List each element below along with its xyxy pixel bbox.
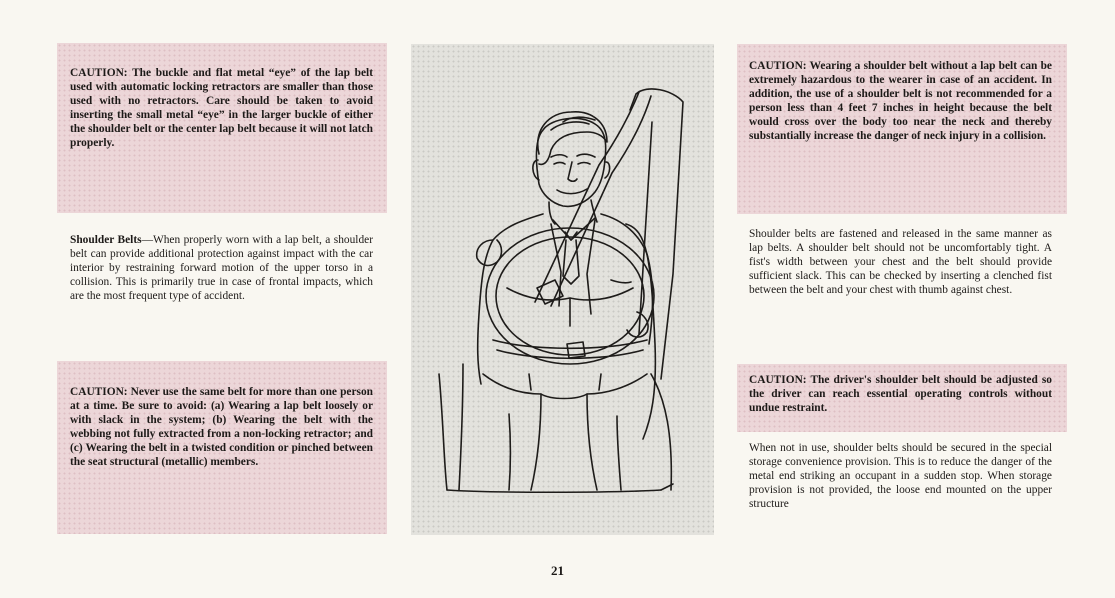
caution-buckle-text: CAUTION: The buckle and flat metal “eye” of the lap belt used with automatic locking retractors are smaller than those used with no retractors. Care should be taken to avoid inserting the small metal “eye” in the larger buckle of either the shoulder belt or the center lap belt because it will not latch properly.	[70, 67, 373, 149]
caution-driver-adjust-text: CAUTION: The driver's shoulder belt should be adjusted so the driver can reach essential operating controls without undue restraint.	[749, 374, 1052, 414]
shoulder-belts-heading: Shoulder Belts	[70, 234, 142, 246]
driver-seat-belt-illustration	[411, 44, 714, 535]
shoulder-belts-paragraph	[70, 234, 373, 304]
shoulder-belts-body: —When properly worn with a lap belt, a shoulder belt can provide additional protection against impact with the car interior by restraining forward motion of the upper torso in a collision. This is primarily true in case of frontal impacts, which are the most frequent type of accident.	[70, 234, 373, 302]
storage-paragraph: When not in use, shoulder belts should be secured in the special storage convenience provision. This is to reduce the danger of the metal end striking an occupant in a sudden stop. When storage provision is not provided, the loose end mounted on the upper structure	[749, 442, 1052, 510]
page-number: 21	[551, 563, 564, 578]
caution-belt-use-text: CAUTION: Never use the same belt for more than one person at a time. Be sure to avoid: (a) Wearing a lap belt loosely or with slack in the system; (b) Wearing the belt with the webbing not fully extracted from a non-locking retractor; and (c) Wearing the belt in a twisted condition or pinched between the seat structural (metallic) members.	[70, 386, 373, 468]
shoulder-belt-fastening-paragraph: Shoulder belts are fastened and released in the same manner as lap belts. A shoulder belt should not be uncomfortably tight. A fist's width between your chest and the belt should provide sufficient slack. This can be checked by inserting a clenched fist between the belt and your chest with thumb against chest.	[749, 228, 1052, 296]
caution-shoulder-without-lap-text: CAUTION: Wearing a shoulder belt without a lap belt can be extremely hazardous to the wearer in case of an accident. In addition, the use of a shoulder belt is not recommended for a person less than 4 feet 7 inches in height because the belt would cross over the body too near the neck and thereby substantially increase the danger of neck injury in a collision.	[749, 60, 1052, 142]
